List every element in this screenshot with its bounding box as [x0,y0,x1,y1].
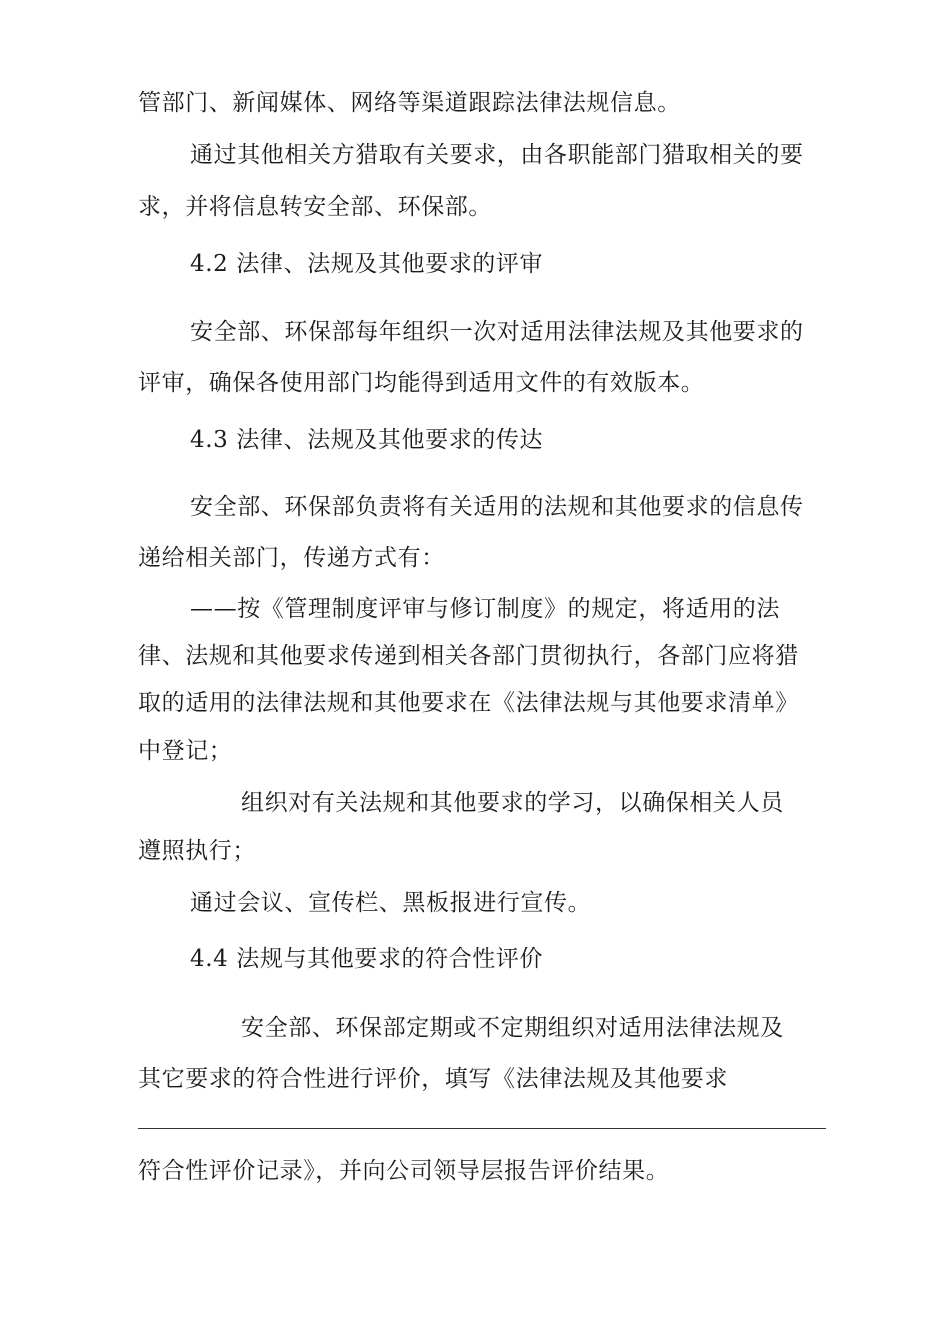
text-line: 中登记； [138,738,233,764]
text-line: 评审，确保各使用部门均能得到适用文件的有效版本。 [138,370,705,396]
text-line: 组织对有关法规和其他要求的学习，以确保相关人员 [241,790,784,816]
page-divider [138,1128,826,1129]
text-line: 通过会议、宣传栏、黑板报进行宣传。 [190,890,592,916]
text-line: 其它要求的符合性进行评价，填写《法律法规及其他要求 [138,1066,728,1092]
text-line: 符合性评价记录》，并向公司领导层报告评价结果。 [138,1158,670,1184]
text-line: 取的适用的法律法规和其他要求在《法律法规与其他要求清单》 [138,690,799,716]
section-heading-4-4: 4.4 法规与其他要求的符合性评价 [190,946,544,972]
text-line: 安全部、环保部每年组织一次对适用法律法规及其他要求的 [190,319,804,345]
text-line: 安全部、环保部定期或不定期组织对适用法律法规及 [241,1015,784,1041]
text-line: 管部门、新闻媒体、网络等渠道跟踪法律法规信息。 [138,90,681,116]
text-line: ——按《管理制度评审与修订制度》的规定，将适用的法 [190,596,780,622]
text-line: 递给相关部门，传递方式有： [138,545,445,571]
text-line: 遵照执行； [138,838,256,864]
text-line: 通过其他相关方猎取有关要求，由各职能部门猎取相关的要 [190,142,804,168]
section-heading-4-3: 4.3 法律、法规及其他要求的传达 [190,427,544,453]
text-line: 求，并将信息转安全部、环保部。 [138,194,492,220]
text-line: 律、法规和其他要求传递到相关各部门贯彻执行，各部门应将猎 [138,643,799,669]
text-line: 安全部、环保部负责将有关适用的法规和其他要求的信息传 [190,494,804,520]
section-heading-4-2: 4.2 法律、法规及其他要求的评审 [190,251,544,277]
